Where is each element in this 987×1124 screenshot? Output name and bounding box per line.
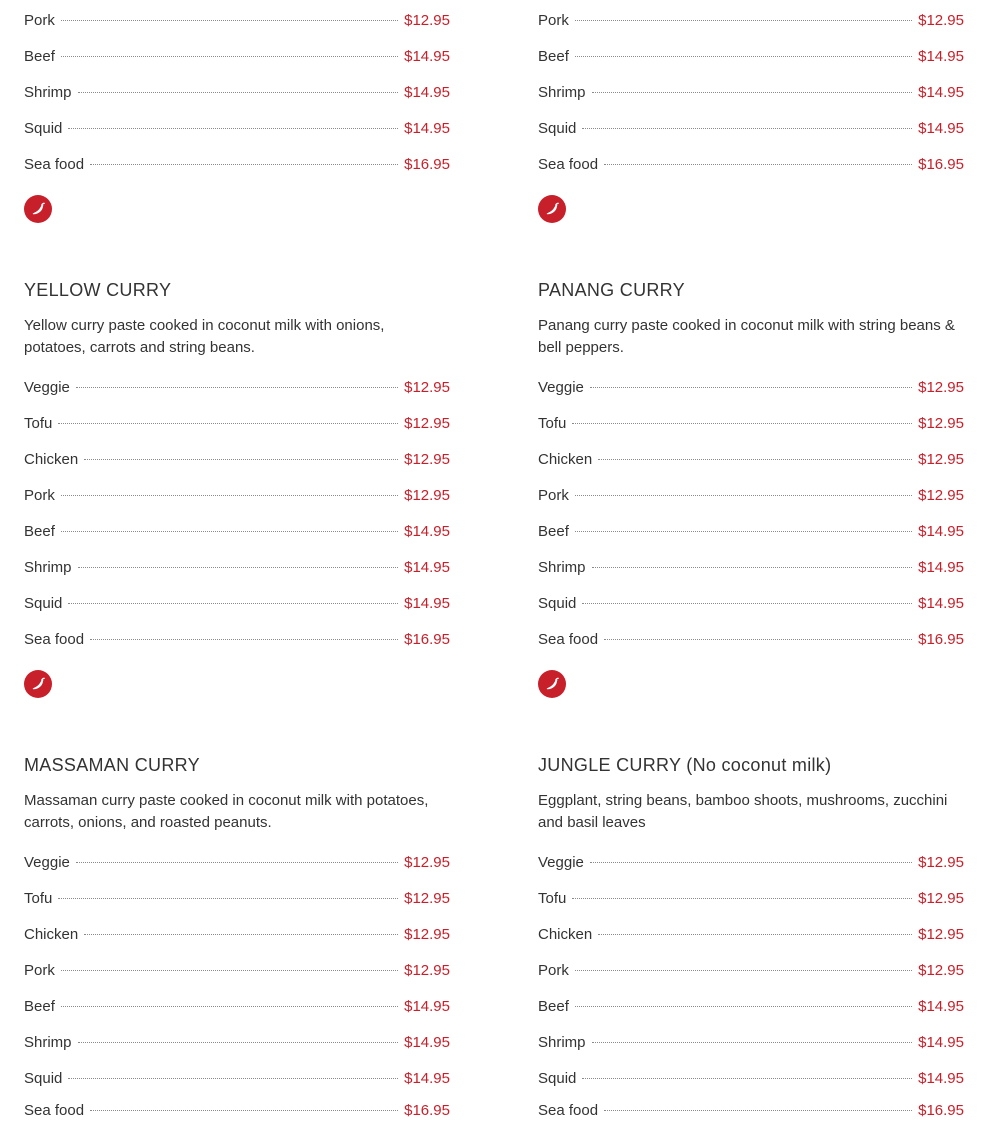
item-price: $12.95 [404,926,450,943]
dot-leader [598,459,912,460]
item-price: $12.95 [404,451,450,468]
menu-item [538,377,964,399]
item-name: Chicken [24,451,79,468]
dot-leader [90,639,398,640]
section-title-panang-curry: PANANG CURRY [538,280,685,300]
menu-item [24,924,450,946]
dot-leader [590,387,912,388]
dot-leader [76,862,398,863]
item-price: $12.95 [918,854,964,871]
dot-leader [90,164,398,165]
menu-item [538,960,964,982]
item-name: Shrimp [538,84,586,101]
item-price: $14.95 [918,523,964,540]
dot-leader [61,531,398,532]
dot-leader [592,567,913,568]
item-name: Tofu [24,890,53,907]
dot-leader [572,898,912,899]
item-price: $12.95 [918,379,964,396]
item-name: Squid [538,595,577,612]
item-name: Beef [24,998,55,1015]
item-price: $12.95 [918,962,964,979]
item-price: $16.95 [918,156,964,173]
item-price: $12.95 [918,12,964,29]
item-price: $12.95 [404,415,450,432]
dot-leader [575,1006,912,1007]
dot-leader [61,56,398,57]
menu-item [24,1100,450,1122]
item-name: Veggie [24,854,70,871]
dot-leader [61,495,398,496]
item-name: Sea food [538,631,599,648]
menu-item [538,82,964,104]
menu-item [538,154,964,176]
item-price: $14.95 [918,120,964,137]
menu-item [538,924,964,946]
menu-item [24,485,450,507]
menu-item [24,852,450,874]
dot-leader [78,92,399,93]
chili-pepper-icon [24,195,52,223]
section-description: Panang curry paste cooked in coconut milk with string beans & bell peppers. [538,317,955,356]
dot-leader [84,934,398,935]
item-name: Beef [538,998,569,1015]
item-name: Tofu [24,415,53,432]
dot-leader [58,898,398,899]
item-price: $14.95 [404,120,450,137]
item-name: Beef [538,523,569,540]
menu-item [24,1032,450,1054]
menu-item [24,10,450,32]
menu-item [538,852,964,874]
item-name: Squid [538,1070,577,1087]
dot-leader [598,934,912,935]
chili-pepper-icon [538,195,566,223]
menu-item [538,521,964,543]
section-title-jungle-curry: JUNGLE CURRY (No coconut milk) [538,755,832,775]
menu-item [538,485,964,507]
chili-pepper-icon [24,670,52,698]
menu-item [538,46,964,68]
item-price: $16.95 [404,631,450,648]
item-price: $16.95 [918,1102,964,1119]
menu-item [24,154,450,176]
dot-leader [61,970,398,971]
dot-leader [592,92,913,93]
item-name: Pork [24,12,55,29]
dot-leader [58,423,398,424]
item-price: $14.95 [918,1034,964,1051]
menu-item [24,82,450,104]
dot-leader [590,862,912,863]
item-name: Sea food [538,1102,599,1119]
menu-item [538,118,964,140]
item-price: $14.95 [918,84,964,101]
menu-item [24,960,450,982]
menu-item [538,10,964,32]
item-price: $14.95 [404,48,450,65]
menu-item [538,1068,964,1090]
item-name: Shrimp [24,1034,72,1051]
dot-leader [90,1110,398,1111]
dot-leader [582,603,912,604]
menu-item [24,521,450,543]
menu-item [24,118,450,140]
menu-item [538,1100,964,1122]
item-name: Sea food [24,156,85,173]
menu-item [538,449,964,471]
item-price: $14.95 [918,559,964,576]
item-name: Beef [24,48,55,65]
item-price: $14.95 [404,523,450,540]
item-price: $16.95 [404,156,450,173]
dot-leader [572,423,912,424]
item-price: $14.95 [404,1070,450,1087]
item-price: $12.95 [404,890,450,907]
item-name: Squid [538,120,577,137]
dot-leader [575,20,912,21]
item-price: $12.95 [918,890,964,907]
item-price: $14.95 [918,998,964,1015]
dot-leader [582,1078,912,1079]
item-price: $12.95 [404,12,450,29]
menu-item [24,629,450,651]
menu-item [24,46,450,68]
dot-leader [68,128,398,129]
dot-leader [575,56,912,57]
item-name: Sea food [24,631,85,648]
dot-leader [604,639,912,640]
item-name: Veggie [538,854,584,871]
dot-leader [604,164,912,165]
item-name: Squid [24,1070,63,1087]
menu-item [24,996,450,1018]
item-name: Beef [24,523,55,540]
dot-leader [68,1078,398,1079]
dot-leader [575,495,912,496]
item-name: Shrimp [538,559,586,576]
menu-item [24,413,450,435]
item-price: $14.95 [918,595,964,612]
dot-leader [84,459,398,460]
menu-item [24,593,450,615]
dot-leader [582,128,912,129]
dot-leader [575,970,912,971]
menu-item [538,1032,964,1054]
item-price: $12.95 [918,926,964,943]
menu-item [24,888,450,910]
menu-item [538,996,964,1018]
item-price: $14.95 [404,1034,450,1051]
item-price: $16.95 [404,1102,450,1119]
item-name: Tofu [538,415,567,432]
dot-leader [78,1042,399,1043]
dot-leader [575,531,912,532]
dot-leader [68,603,398,604]
item-price: $12.95 [404,854,450,871]
item-name: Shrimp [24,559,72,576]
item-name: Veggie [538,379,584,396]
dot-leader [61,20,398,21]
item-price: $14.95 [918,1070,964,1087]
menu-item [538,557,964,579]
item-name: Pork [538,12,569,29]
dot-leader [61,1006,398,1007]
item-name: Pork [24,487,55,504]
item-name: Shrimp [24,84,72,101]
section-description: Yellow curry paste cooked in coconut milk with onions, potatoes, carrots and string beans. [24,317,385,356]
item-name: Pork [538,487,569,504]
item-name: Shrimp [538,1034,586,1051]
section-description: Eggplant, string beans, bamboo shoots, mushrooms, zucchini and basil leaves [538,792,948,831]
menu-item [538,593,964,615]
item-name: Sea food [538,156,599,173]
menu-item [24,449,450,471]
item-name: Veggie [24,379,70,396]
item-price: $12.95 [404,962,450,979]
menu-item [24,377,450,399]
section-title-yellow-curry: YELLOW CURRY [24,280,172,300]
item-name: Pork [538,962,569,979]
menu-item [24,1068,450,1090]
menu-item [538,888,964,910]
item-price: $14.95 [918,48,964,65]
dot-leader [76,387,398,388]
dot-leader [592,1042,913,1043]
menu-item [24,557,450,579]
item-price: $12.95 [918,415,964,432]
item-price: $12.95 [404,379,450,396]
item-name: Chicken [538,926,593,943]
item-name: Chicken [538,451,593,468]
item-name: Tofu [538,890,567,907]
chili-pepper-icon [538,670,566,698]
item-price: $12.95 [404,487,450,504]
item-name: Chicken [24,926,79,943]
item-price: $12.95 [918,451,964,468]
section-title-massaman-curry: MASSAMAN CURRY [24,755,200,775]
item-name: Sea food [24,1102,85,1119]
dot-leader [604,1110,912,1111]
item-name: Beef [538,48,569,65]
item-price: $12.95 [918,487,964,504]
dot-leader [78,567,399,568]
item-name: Squid [24,595,63,612]
item-price: $14.95 [404,595,450,612]
item-price: $14.95 [404,84,450,101]
item-price: $14.95 [404,998,450,1015]
section-description: Massaman curry paste cooked in coconut milk with potatoes, carrots, onions, and roasted peanuts. [24,792,429,831]
item-name: Pork [24,962,55,979]
menu-item [538,629,964,651]
item-price: $14.95 [404,559,450,576]
item-name: Squid [24,120,63,137]
menu-item [538,413,964,435]
item-price: $16.95 [918,631,964,648]
